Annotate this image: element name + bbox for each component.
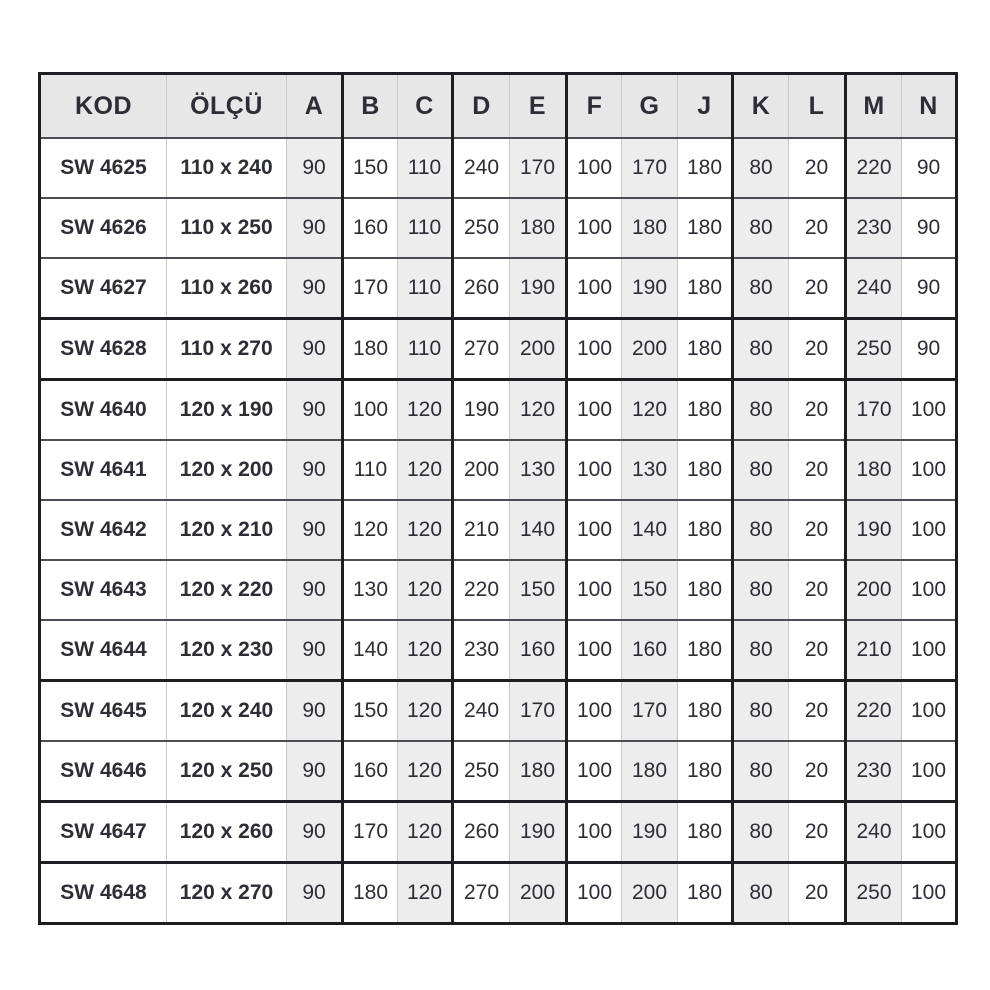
spec-table [38,72,958,925]
value-cell: 150 [622,560,678,620]
value-cell: 90 [287,620,343,681]
column-header-l: L [789,74,846,139]
value-cell: 230 [846,198,902,258]
value-cell: 180 [510,198,567,258]
table-body [40,138,957,924]
value-cell: 20 [789,198,846,258]
value-cell: 20 [789,440,846,500]
value-cell: 100 [343,380,398,441]
value-cell: 180 [678,380,733,441]
value-cell: 100 [567,681,622,742]
value-cell: 90 [287,802,343,863]
value-cell: 190 [510,802,567,863]
kod-cell: SW 4645 [40,681,167,742]
value-cell: 180 [622,198,678,258]
value-cell: 80 [733,440,789,500]
value-cell: 90 [287,741,343,802]
value-cell: 240 [453,138,510,198]
value-cell: 100 [567,319,622,380]
value-cell: 130 [622,440,678,500]
value-cell: 180 [678,560,733,620]
value-cell: 180 [343,319,398,380]
value-cell: 90 [902,258,957,319]
value-cell: 180 [846,440,902,500]
column-header-a: A [287,74,343,139]
value-cell: 110 [398,319,453,380]
column-header-m: M [846,74,902,139]
table-row [40,198,957,258]
value-cell: 180 [622,741,678,802]
olcu-cell: 120 x 260 [167,802,287,863]
value-cell: 270 [453,319,510,380]
kod-cell: SW 4642 [40,500,167,560]
table-row [40,258,957,319]
header-row [40,74,957,139]
value-cell: 180 [343,863,398,924]
value-cell: 250 [846,863,902,924]
value-cell: 120 [398,380,453,441]
value-cell: 120 [398,620,453,681]
value-cell: 100 [902,500,957,560]
table-row [40,741,957,802]
value-cell: 100 [567,440,622,500]
value-cell: 130 [343,560,398,620]
value-cell: 180 [678,863,733,924]
value-cell: 110 [398,258,453,319]
value-cell: 210 [846,620,902,681]
value-cell: 240 [846,802,902,863]
value-cell: 250 [846,319,902,380]
value-cell: 120 [510,380,567,441]
value-cell: 120 [398,500,453,560]
value-cell: 90 [287,560,343,620]
value-cell: 180 [678,620,733,681]
olcu-cell: 120 x 190 [167,380,287,441]
kod-cell: SW 4647 [40,802,167,863]
value-cell: 90 [287,258,343,319]
value-cell: 80 [733,681,789,742]
value-cell: 80 [733,560,789,620]
value-cell: 100 [902,863,957,924]
value-cell: 170 [510,138,567,198]
value-cell: 20 [789,138,846,198]
value-cell: 190 [846,500,902,560]
value-cell: 100 [567,802,622,863]
value-cell: 20 [789,620,846,681]
value-cell: 200 [510,319,567,380]
value-cell: 200 [622,863,678,924]
value-cell: 100 [902,741,957,802]
value-cell: 80 [733,198,789,258]
value-cell: 100 [567,380,622,441]
kod-cell: SW 4625 [40,138,167,198]
value-cell: 120 [398,681,453,742]
value-cell: 140 [510,500,567,560]
value-cell: 100 [902,440,957,500]
olcu-cell: 110 x 260 [167,258,287,319]
olcu-cell: 110 x 270 [167,319,287,380]
olcu-cell: 120 x 240 [167,681,287,742]
column-header-g: G [622,74,678,139]
table-row [40,138,957,198]
value-cell: 20 [789,802,846,863]
value-cell: 100 [902,560,957,620]
value-cell: 200 [453,440,510,500]
value-cell: 190 [622,802,678,863]
value-cell: 100 [567,560,622,620]
value-cell: 180 [678,258,733,319]
value-cell: 90 [287,440,343,500]
value-cell: 100 [567,198,622,258]
value-cell: 230 [453,620,510,681]
value-cell: 180 [678,319,733,380]
value-cell: 120 [398,802,453,863]
column-header--l-: ÖLÇÜ [167,74,287,139]
kod-cell: SW 4628 [40,319,167,380]
value-cell: 120 [343,500,398,560]
olcu-cell: 120 x 250 [167,741,287,802]
table-row [40,500,957,560]
value-cell: 90 [287,500,343,560]
value-cell: 90 [287,138,343,198]
value-cell: 180 [678,802,733,863]
olcu-cell: 110 x 250 [167,198,287,258]
value-cell: 90 [902,198,957,258]
column-header-kod: KOD [40,74,167,139]
value-cell: 170 [343,258,398,319]
value-cell: 20 [789,741,846,802]
value-cell: 170 [622,681,678,742]
value-cell: 110 [343,440,398,500]
olcu-cell: 120 x 200 [167,440,287,500]
value-cell: 80 [733,620,789,681]
olcu-cell: 120 x 210 [167,500,287,560]
value-cell: 140 [343,620,398,681]
value-cell: 100 [567,500,622,560]
kod-cell: SW 4644 [40,620,167,681]
value-cell: 260 [453,802,510,863]
kod-cell: SW 4646 [40,741,167,802]
table-row [40,863,957,924]
value-cell: 180 [678,681,733,742]
column-header-k: K [733,74,789,139]
value-cell: 130 [510,440,567,500]
value-cell: 110 [398,198,453,258]
value-cell: 170 [510,681,567,742]
kod-cell: SW 4648 [40,863,167,924]
value-cell: 240 [453,681,510,742]
column-header-j: J [678,74,733,139]
value-cell: 260 [453,258,510,319]
value-cell: 180 [510,741,567,802]
value-cell: 200 [846,560,902,620]
value-cell: 120 [622,380,678,441]
table-row [40,319,957,380]
value-cell: 190 [510,258,567,319]
value-cell: 220 [846,138,902,198]
kod-cell: SW 4643 [40,560,167,620]
value-cell: 250 [453,198,510,258]
value-cell: 160 [510,620,567,681]
value-cell: 100 [902,802,957,863]
value-cell: 20 [789,380,846,441]
value-cell: 90 [902,319,957,380]
value-cell: 80 [733,319,789,380]
value-cell: 250 [453,741,510,802]
value-cell: 90 [287,198,343,258]
table-header [40,74,957,139]
value-cell: 100 [567,620,622,681]
value-cell: 160 [343,198,398,258]
value-cell: 200 [622,319,678,380]
value-cell: 80 [733,802,789,863]
kod-cell: SW 4640 [40,380,167,441]
value-cell: 80 [733,500,789,560]
column-header-b: B [343,74,398,139]
value-cell: 170 [622,138,678,198]
value-cell: 160 [622,620,678,681]
value-cell: 230 [846,741,902,802]
value-cell: 180 [678,440,733,500]
column-header-f: F [567,74,622,139]
value-cell: 100 [567,863,622,924]
value-cell: 90 [287,380,343,441]
column-header-e: E [510,74,567,139]
value-cell: 90 [287,681,343,742]
column-header-n: N [902,74,957,139]
value-cell: 100 [567,138,622,198]
value-cell: 170 [846,380,902,441]
value-cell: 240 [846,258,902,319]
table-row [40,802,957,863]
value-cell: 120 [398,440,453,500]
kod-cell: SW 4641 [40,440,167,500]
value-cell: 190 [453,380,510,441]
value-cell: 180 [678,500,733,560]
value-cell: 140 [622,500,678,560]
value-cell: 180 [678,138,733,198]
value-cell: 120 [398,863,453,924]
value-cell: 80 [733,863,789,924]
value-cell: 270 [453,863,510,924]
value-cell: 90 [287,319,343,380]
value-cell: 80 [733,138,789,198]
value-cell: 80 [733,258,789,319]
value-cell: 190 [622,258,678,319]
value-cell: 120 [398,560,453,620]
spec-table-container [38,72,958,925]
kod-cell: SW 4627 [40,258,167,319]
value-cell: 220 [846,681,902,742]
value-cell: 20 [789,319,846,380]
value-cell: 160 [343,741,398,802]
value-cell: 20 [789,681,846,742]
value-cell: 180 [678,741,733,802]
table-row [40,681,957,742]
value-cell: 100 [902,380,957,441]
value-cell: 80 [733,741,789,802]
table-row [40,380,957,441]
table-row [40,560,957,620]
olcu-cell: 120 x 220 [167,560,287,620]
table-row [40,620,957,681]
value-cell: 170 [343,802,398,863]
value-cell: 20 [789,500,846,560]
olcu-cell: 120 x 230 [167,620,287,681]
value-cell: 20 [789,258,846,319]
value-cell: 20 [789,863,846,924]
olcu-cell: 110 x 240 [167,138,287,198]
value-cell: 90 [902,138,957,198]
olcu-cell: 120 x 270 [167,863,287,924]
value-cell: 100 [902,620,957,681]
value-cell: 180 [678,198,733,258]
value-cell: 110 [398,138,453,198]
value-cell: 200 [510,863,567,924]
value-cell: 150 [343,138,398,198]
value-cell: 80 [733,380,789,441]
table-row [40,440,957,500]
value-cell: 210 [453,500,510,560]
value-cell: 100 [902,681,957,742]
value-cell: 100 [567,258,622,319]
value-cell: 150 [510,560,567,620]
value-cell: 120 [398,741,453,802]
value-cell: 150 [343,681,398,742]
column-header-c: C [398,74,453,139]
value-cell: 20 [789,560,846,620]
column-header-d: D [453,74,510,139]
value-cell: 100 [567,741,622,802]
value-cell: 90 [287,863,343,924]
value-cell: 220 [453,560,510,620]
kod-cell: SW 4626 [40,198,167,258]
